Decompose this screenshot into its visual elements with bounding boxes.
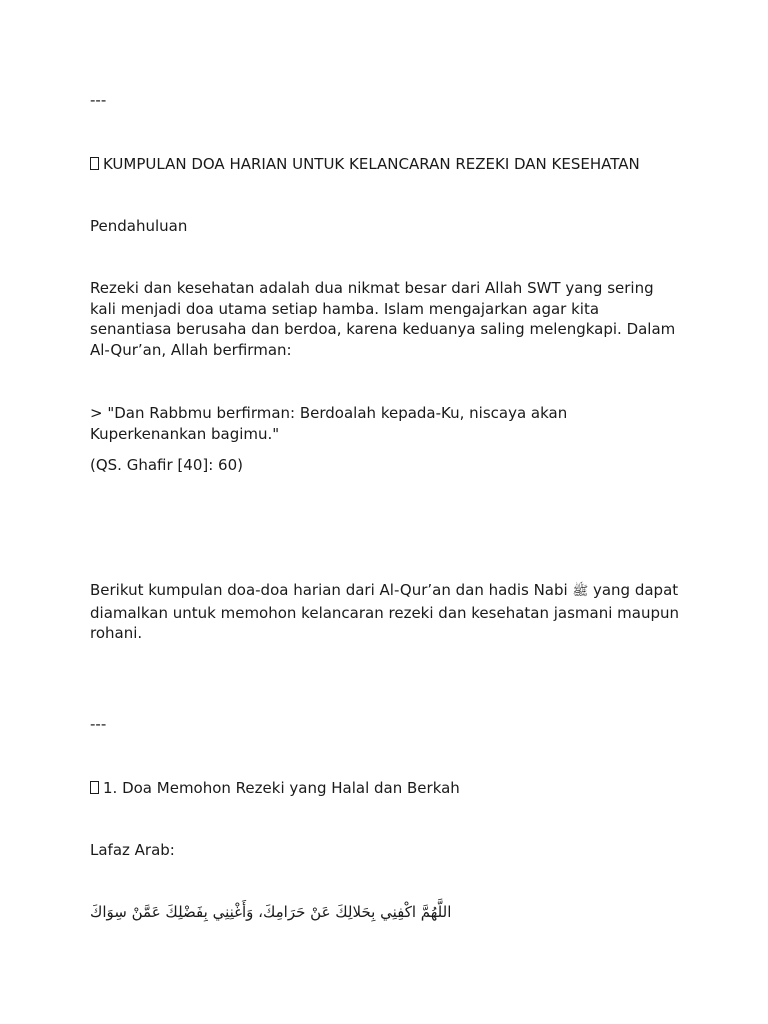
intro-heading: Pendahuluan — [90, 217, 188, 235]
arab-label: Lafaz Arab: — [90, 841, 175, 859]
missing-glyph-icon — [90, 781, 99, 794]
paragraph-2-after: yang dapat diamalkan untuk memohon kelancaran rezeki dan kesehatan jasmani maupun rohani. — [90, 581, 680, 642]
section-1-heading-text: 1. Doa Memohon Rezeki yang Halal dan Berkah — [103, 779, 460, 797]
saw-symbol: ﷺ — [572, 584, 589, 599]
separator-top: --- — [90, 91, 107, 109]
title-text: KUMPULAN DOA HARIAN UNTUK KELANCARAN REZEKI DAN KESEHATAN — [103, 155, 640, 173]
paragraph-2-before: Berikut kumpulan doa-doa harian dari Al-Qur’an dan hadis Nabi — [90, 581, 568, 599]
arabic-prayer — [90, 902, 680, 923]
arabic-prayer-text: اللَّهُمَّ اكْفِنِي بِحَلالِكَ عَنْ حَرَامِكَ، وَأَغْنِنِي بِفَضْلِكَ عَمَّنْ سِوَاكَ — [90, 903, 452, 921]
document-title — [90, 154, 680, 175]
missing-glyph-icon — [90, 157, 99, 170]
separator-mid: --- — [90, 715, 107, 733]
paragraph-2 — [90, 580, 680, 644]
intro-paragraph: Rezeki dan kesehatan adalah dua nikmat besar dari Allah SWT yang sering kali menjadi doa utama setiap hamba. Islam mengajarkan agar kita senantiasa berusaha dan berdoa, karena keduanya saling melengkapi. Dalam Al-Qur’an, Allah berfirman: — [90, 279, 676, 359]
quote: > "Dan Rabbmu berfirman: Berdoalah kepada-Ku, niscaya akan Kuperkenankan bagimu." — [90, 404, 568, 443]
quote-source: (QS. Ghafir [40]: 60) — [90, 456, 243, 474]
section-1-heading — [90, 778, 680, 799]
